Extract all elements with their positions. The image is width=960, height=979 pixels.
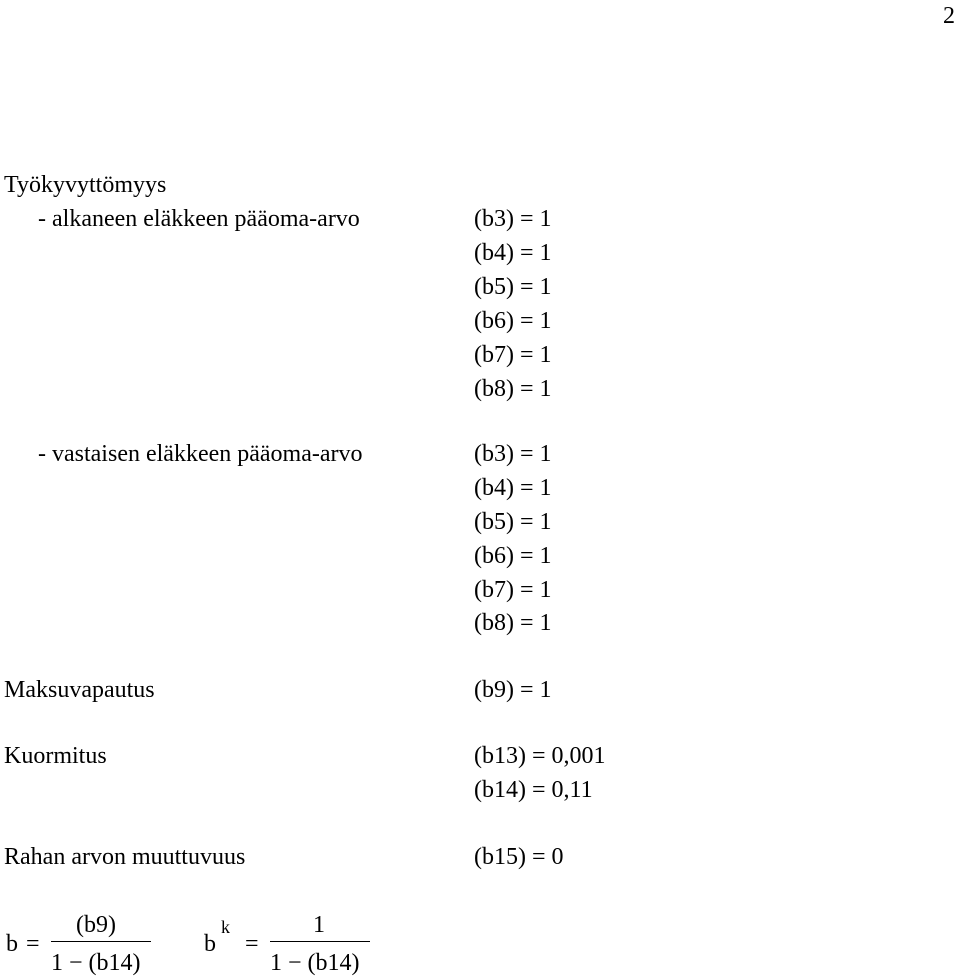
started-pension-value: (b4) = 1 [474,240,552,266]
formula-bk-numerator: 1 [313,912,325,938]
started-pension-value: (b3) = 1 [474,206,552,232]
formula-b-equals: = [26,931,40,957]
formula-bk-equals: = [245,931,259,957]
loading-value: (b14) = 0,11 [474,777,593,803]
formula-b-denominator: 1 − (b14) [51,950,141,976]
section-heading-disability: Työkyvyttömyys [4,172,167,198]
future-pension-value: (b3) = 1 [474,441,552,467]
formula-b-lhs: b [6,931,18,957]
money-value-change-label: Rahan arvon muuttuvuus [4,844,246,870]
started-pension-value: (b8) = 1 [474,376,552,402]
future-pension-value: (b4) = 1 [474,475,552,501]
future-pension-value: (b7) = 1 [474,577,552,603]
future-pension-value: (b8) = 1 [474,610,552,636]
future-pension-value: (b5) = 1 [474,509,552,535]
premium-exemption-value: (b9) = 1 [474,677,552,703]
formula-bk-denominator: 1 − (b14) [270,950,360,976]
future-pension-label: - vastaisen eläkkeen pääoma-arvo [38,441,363,467]
formula-bk-fraction-bar [270,941,370,942]
formula-b-fraction-bar [51,941,151,942]
started-pension-value: (b5) = 1 [474,274,552,300]
formula-bk-lhs: b [204,931,216,957]
loading-label: Kuormitus [4,743,107,769]
future-pension-value: (b6) = 1 [474,543,552,569]
premium-exemption-label: Maksuvapautus [4,677,155,703]
formula-b-numerator: (b9) [76,912,116,938]
loading-value: (b13) = 0,001 [474,743,606,769]
page-number: 2 [943,3,955,29]
money-value-change-value: (b15) = 0 [474,844,564,870]
started-pension-value: (b7) = 1 [474,342,552,368]
started-pension-value: (b6) = 1 [474,308,552,334]
formula-bk-superscript: k [221,917,230,937]
started-pension-label: - alkaneen eläkkeen pääoma-arvo [38,206,360,232]
